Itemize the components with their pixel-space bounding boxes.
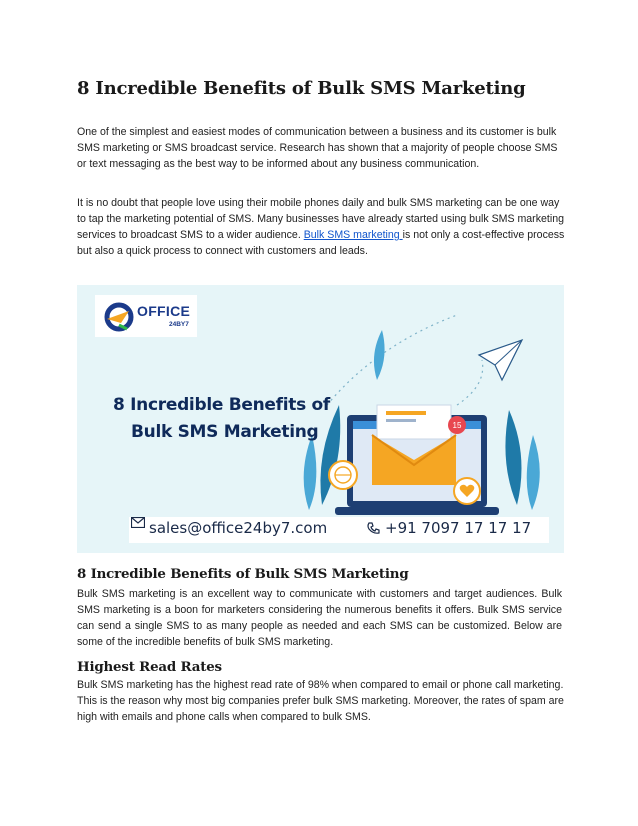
globe-icon: [329, 461, 357, 489]
banner-title: [113, 393, 330, 447]
section-heading-benefits: 8 Incredible Benefits of Bulk SMS Marketing: [77, 566, 409, 582]
intro-paragraph: One of the simplest and easiest modes of communication between a business and its customer is bulk SMS marketing or SMS broadcast service. Research has shown that a majority of people choose SMS or text messaging as the best way to be informed about any business communication.: [77, 126, 558, 170]
contact-bar: [131, 517, 551, 543]
paper-plane-icon: [479, 340, 522, 380]
section-benefits-text: Bulk SMS marketing is an excellent way to communicate with customers and target audiences. Bulk SMS marketing is a boon for marketers considering the numerous benefits it offers. Bulk SMS service can send a single SMS to as many people as needed and each SMS can be customized. Below are some of the incredible benefits of bulk SMS marketing.: [77, 588, 562, 648]
logo-mark-icon: [99, 299, 139, 335]
second-paragraph-text-end: is not only a cost-effective process but also a quick process to connect with customers and leads.: [77, 229, 565, 257]
office24by7-logo: [95, 295, 197, 337]
dotted-trail-2: [457, 360, 483, 405]
logo-subtext: 24BY7: [169, 321, 189, 328]
bulk-sms-marketing-link[interactable]: Bulk SMS marketing: [303, 229, 403, 241]
phone-icon: [367, 522, 380, 535]
logo-word: OFFICE: [137, 303, 191, 319]
email-icon: [131, 517, 145, 528]
heart-icon: [454, 478, 480, 504]
notification-count: 15: [452, 421, 462, 430]
page-title: 8 Incredible Benefits of Bulk SMS Marketing: [77, 78, 526, 99]
second-paragraph-text: It is no doubt that people love using their mobile phones daily and bulk SMS marketing can be one way to tap the marketing potential of SMS. Many businesses have already started using bulk SMS marketing services to broadcast SMS to a wider audience.: [77, 197, 564, 241]
second-paragraph: [77, 195, 565, 259]
contact-phone: +91 7097 17 17 17: [385, 519, 532, 537]
article-banner-image: [77, 285, 564, 553]
section-read-rates-text: Bulk SMS marketing has the highest read rate of 98% when compared to email or phone call marketing. This is the reason why most big companies prefer bulk SMS marketing. Moreover, the rates of spam are high with emails and phone calls when compared to bulk SMS.: [77, 679, 564, 723]
section-heading-read-rates: Highest Read Rates: [77, 659, 222, 675]
contact-email: sales@office24by7.com: [149, 519, 328, 537]
banner-title-line1: 8 Incredible Benefits of: [113, 395, 330, 415]
banner-title-line2: Bulk SMS Marketing: [131, 422, 319, 442]
dotted-trail: [327, 315, 457, 405]
